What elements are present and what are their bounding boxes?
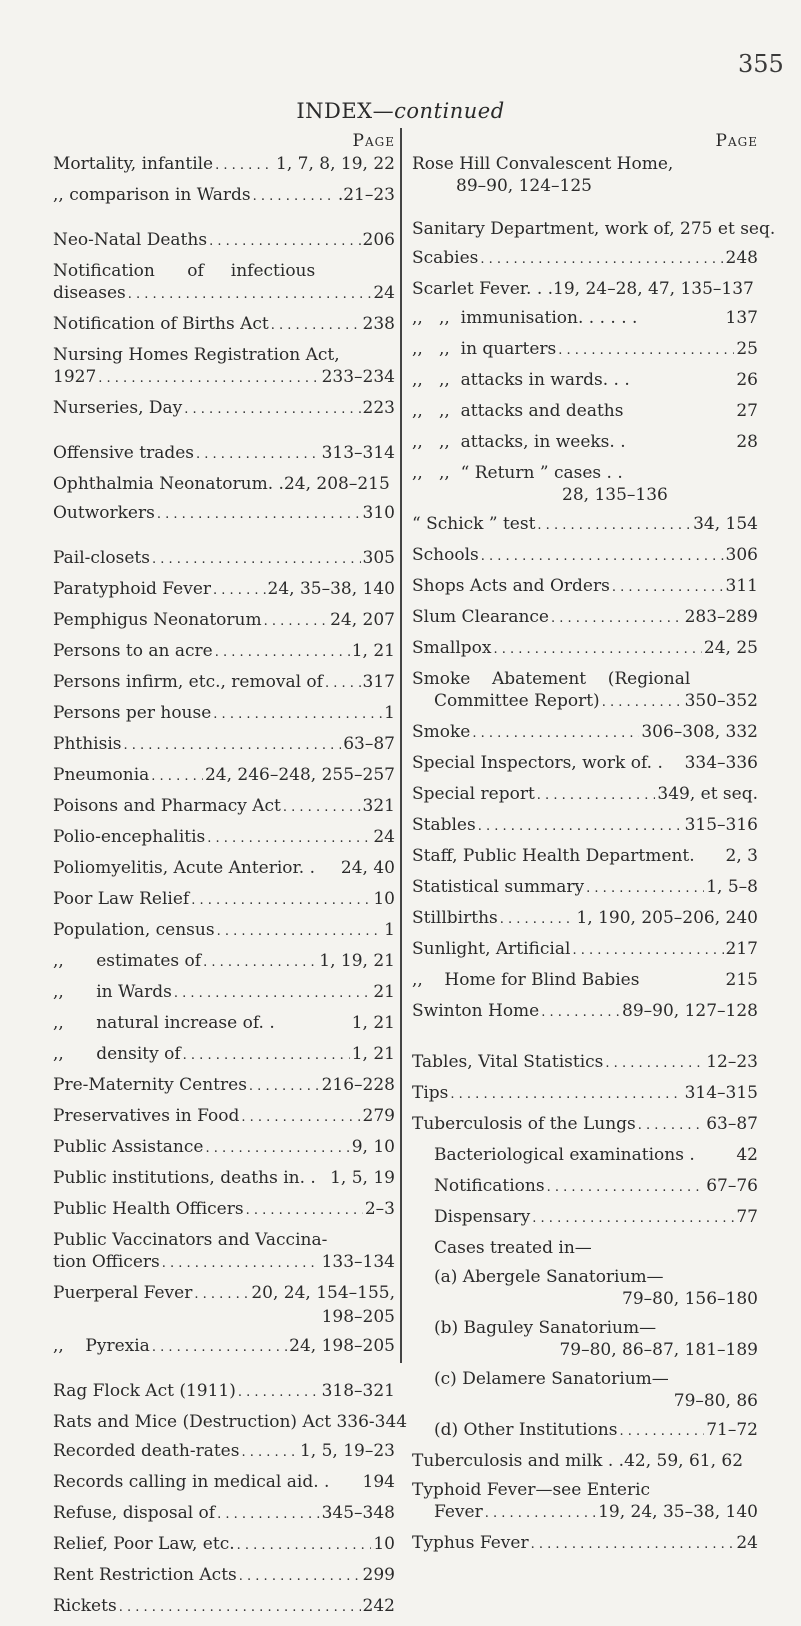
index-entry: ,, ,, attacks, in weeks. . 28 bbox=[412, 432, 758, 452]
column-divider bbox=[400, 128, 402, 1363]
page-column-label: Page bbox=[352, 131, 395, 151]
index-entry: Polio-encephalitis . . . 24 bbox=[53, 826, 395, 850]
index-entry: Relief, Poor Law, etc. . . . 10 bbox=[53, 1533, 395, 1557]
index-entry: ,, density of . . . 1, 21 bbox=[53, 1043, 395, 1067]
index-column-left bbox=[53, 130, 408, 1626]
index-entry: Tips . . . 314–315 bbox=[412, 1082, 758, 1106]
page-number: 355 bbox=[738, 50, 784, 78]
index-entry: Scarlet Fever. . .19, 24–28, 47, 135–137 bbox=[412, 279, 754, 299]
index-entry: Population, census . . . 1 bbox=[53, 919, 395, 943]
index-entry: Shops Acts and Orders . . . 311 bbox=[412, 575, 758, 599]
index-entry: Dispensary . . . 77 bbox=[412, 1206, 758, 1230]
index-entry: Public institutions, deaths in. . 1, 5, 19 bbox=[53, 1168, 395, 1188]
index-entry: Records calling in medical aid. . 194 bbox=[53, 1472, 395, 1492]
index-entry: ,, ,, in quarters . . . 25 bbox=[412, 338, 758, 362]
index-entry: Typhoid Fever—see Enteric Fever . . . 19, 24, 35–38, 140 bbox=[412, 1479, 758, 1525]
index-entry: ,, Home for Blind Babies 215 bbox=[412, 970, 758, 990]
index-entry: Special Inspectors, work of. . 334–336 bbox=[412, 753, 758, 773]
index-entry: ,, ,, attacks in wards. . . 26 bbox=[412, 370, 758, 390]
index-entry: Recorded death-rates . . . 1, 5, 19–23 bbox=[53, 1440, 395, 1464]
index-entry: Rag Flock Act (1911) . . . 318–321 bbox=[53, 1380, 395, 1404]
index-entry: Smoke . . . 306–308, 332 bbox=[412, 721, 758, 745]
index-entry: Rose Hill Convalescent Home, 89–90, 124–125 bbox=[412, 154, 674, 196]
index-entry: Smoke Abatement (Regional Committee Report) . . . 350–352 bbox=[412, 668, 758, 714]
index-entry: Offensive trades . . . 313–314 bbox=[53, 442, 395, 466]
index-entry: Tables, Vital Statistics . . . 12–23 bbox=[412, 1051, 758, 1075]
index-entry: Sunlight, Artificial . . . 217 bbox=[412, 938, 758, 962]
index-entry: Nursing Homes Registration Act, 1927 . . . 233–234 bbox=[53, 344, 395, 390]
index-entry: Special report . . . 349, et seq. bbox=[412, 783, 758, 807]
index-entry: Paratyphoid Fever . . . 24, 35–38, 140 bbox=[53, 578, 395, 602]
index-entry: Tuberculosis and milk . .42, 59, 61, 62 bbox=[412, 1451, 744, 1471]
index-entry: Ophthalmia Neonatorum. .24, 208–215 bbox=[53, 474, 390, 494]
index-entry: Statistical summary . . . 1, 5–8 bbox=[412, 876, 758, 900]
index-entry: Smallpox . . . 24, 25 bbox=[412, 637, 758, 661]
index-entry: Poor Law Relief . . . 10 bbox=[53, 888, 395, 912]
index-entry: Swinton Home . . . 89–90, 127–128 bbox=[412, 1000, 758, 1024]
index-entry: Schools . . . 306 bbox=[412, 544, 758, 568]
index-entry: ,, ,, immunisation. . . . . . 137 bbox=[412, 308, 758, 328]
index-entry: (a) Abergele Sanatorium— 79–80, 156–180 bbox=[434, 1267, 758, 1309]
page-title bbox=[0, 99, 801, 123]
index-entry: Notification of Births Act . . . 238 bbox=[53, 313, 395, 337]
index-entry: Slum Clearance . . . 283–289 bbox=[412, 606, 758, 630]
heading-main: INDEX— bbox=[296, 99, 395, 123]
index-entry: Nurseries, Day . . . 223 bbox=[53, 397, 395, 421]
index-entry: Public Vaccinators and Vaccina- tion Officers . . . 133–134 bbox=[53, 1229, 395, 1275]
index-entry: Public Assistance . . . 9, 10 bbox=[53, 1136, 395, 1160]
index-entry: Preservatives in Food . . . 279 bbox=[53, 1105, 395, 1129]
index-entry: Persons to an acre . . . 1, 21 bbox=[53, 640, 395, 664]
index-entry: Bacteriological examinations . 42 bbox=[434, 1145, 758, 1165]
index-entry: Notifications . . . 67–76 bbox=[412, 1175, 758, 1199]
index-entry: (b) Baguley Sanatorium— 79–80, 86–87, 181–189 bbox=[434, 1318, 758, 1360]
index-entry: ,, Pyrexia . . . 24, 198–205 bbox=[53, 1335, 395, 1359]
index-entry: Poisons and Pharmacy Act . . . 321 bbox=[53, 795, 395, 819]
index-entry: Pemphigus Neonatorum . . . 24, 207 bbox=[53, 609, 395, 633]
index-entry: Persons per house . . . 1 bbox=[53, 702, 395, 726]
index-entry: ,, ,, “ Return ” cases . . 28, 135–136 bbox=[412, 463, 668, 505]
index-entry: Public Health Officers . . . 2–3 bbox=[53, 1198, 395, 1222]
index-entry: Puerperal Fever . . . 20, 24, 154–155, 198–205 bbox=[53, 1282, 395, 1328]
index-entry: Rats and Mice (Destruction) Act 336-344 bbox=[53, 1412, 408, 1432]
index-entry: Scabies . . . 248 bbox=[412, 247, 758, 271]
index-entry: Notification of infectious diseases . . . 24 bbox=[53, 260, 395, 306]
index-entry: Refuse, disposal of . . . 345–348 bbox=[53, 1502, 395, 1526]
index-entry: Pail-closets . . . 305 bbox=[53, 547, 395, 571]
index-entry: “ Schick ” test . . . 34, 154 bbox=[412, 513, 758, 537]
index-entry: Neo-Natal Deaths . . . 206 bbox=[53, 229, 395, 253]
index-entry: ,, ,, attacks and deaths 27 bbox=[412, 401, 758, 421]
index-entry: ,, natural increase of. . 1, 21 bbox=[53, 1013, 395, 1033]
index-entry: (d) Other Institutions . . . 71–72 bbox=[412, 1419, 758, 1443]
index-entry: Persons infirm, etc., removal of . . . 317 bbox=[53, 671, 395, 695]
page-column-label: Page bbox=[715, 131, 758, 151]
index-entry: ,, estimates of . . . 1, 19, 21 bbox=[53, 950, 395, 974]
index-entry: Tuberculosis of the Lungs . . . 63–87 bbox=[412, 1113, 758, 1137]
index-entry: Mortality, infantile . . . 1, 7, 8, 19, 22 bbox=[53, 153, 395, 177]
index-entry: Cases treated in— bbox=[434, 1238, 592, 1258]
index-entry: Stables . . . 315–316 bbox=[412, 814, 758, 838]
index-entry: Pre-Maternity Centres . . . 216–228 bbox=[53, 1074, 395, 1098]
index-column-right bbox=[412, 130, 776, 1563]
index-entry: Phthisis . . . 63–87 bbox=[53, 733, 395, 757]
index-entry: ,, comparison in Wards . . . .21–23 bbox=[53, 184, 395, 208]
index-entry: Typhus Fever . . . 24 bbox=[412, 1532, 758, 1556]
index-entry: (c) Delamere Sanatorium— 79–80, 86 bbox=[434, 1369, 758, 1411]
index-entry: Sanitary Department, work of, 275 et seq. bbox=[412, 219, 776, 239]
index-entry: Staff, Public Health Department. 2, 3 bbox=[412, 846, 758, 866]
index-entry: ,, in Wards . . . 21 bbox=[53, 981, 395, 1005]
index-entry: Rickets . . . 242 bbox=[53, 1595, 395, 1619]
index-entry: Pneumonia . . . 24, 246–248, 255–257 bbox=[53, 764, 395, 788]
heading-sub: continued bbox=[394, 99, 505, 123]
index-entry: Stillbirths . . . 1, 190, 205–206, 240 bbox=[412, 907, 758, 931]
index-entry: Poliomyelitis, Acute Anterior. . 24, 40 bbox=[53, 858, 395, 878]
index-entry: Outworkers . . . 310 bbox=[53, 502, 395, 526]
index-entry: Rent Restriction Acts . . . 299 bbox=[53, 1564, 395, 1588]
